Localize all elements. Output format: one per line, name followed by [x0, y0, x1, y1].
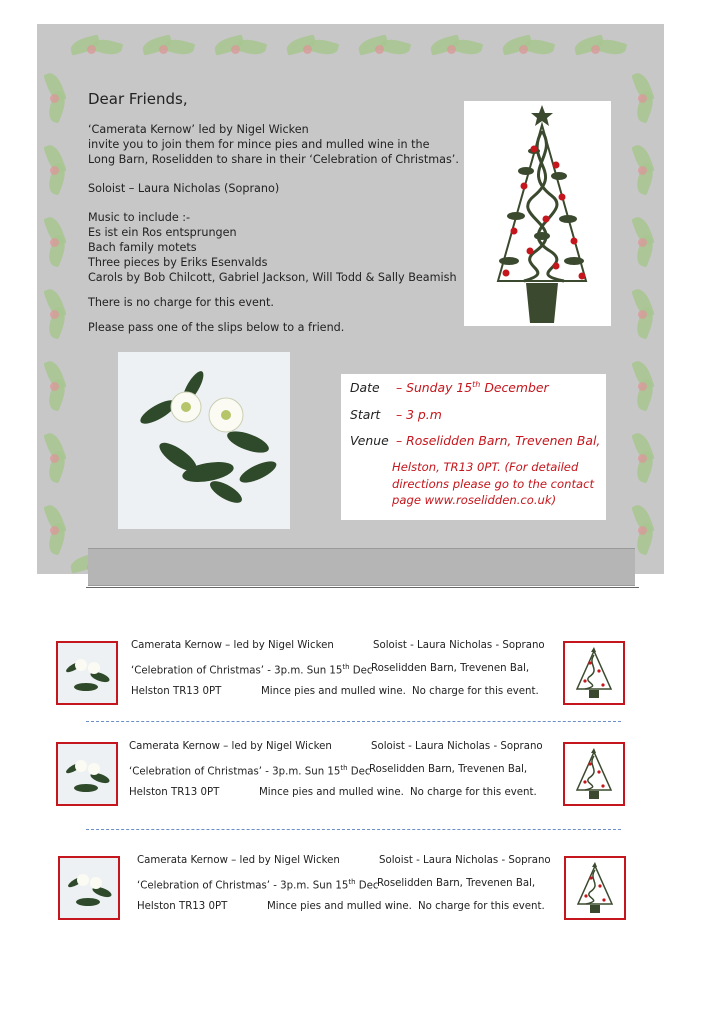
start-value: – 3 p.m: [395, 407, 442, 422]
slip-line-3: Helston TR13 0PT Mince pies and mulled wine. No charge for this event.: [131, 686, 539, 697]
holly-berry-icon: [50, 310, 59, 319]
hellebore-flower-icon: [58, 643, 116, 703]
divider-rule: [86, 587, 639, 588]
holly-berry-icon: [638, 94, 647, 103]
holly-berry-icon: [231, 45, 240, 54]
date-value: – Sunday 15th December: [395, 380, 549, 396]
holly-berry-icon: [50, 454, 59, 463]
music-item: Es ist ein Ros entsprungen: [88, 226, 237, 239]
start-label: Start: [350, 407, 381, 422]
venue-line-2: Helston, TR13 0PT. (For detailed: [392, 460, 579, 474]
music-item: Carols by Bob Chilcott, Gabriel Jackson, Will Todd & Sally Beamish: [88, 271, 457, 284]
slip-line-3: Helston TR13 0PT Mince pies and mulled wine. No charge for this event.: [137, 901, 545, 912]
music-heading: Music to include :-: [88, 211, 191, 224]
holly-berry-icon: [50, 166, 59, 175]
holly-berry-icon: [50, 94, 59, 103]
intro-line-2: invite you to join them for mince pies and mulled wine in the: [88, 138, 430, 151]
charge-note: There is no charge for this event.: [88, 296, 274, 309]
pass-on-note: Please pass one of the slips below to a friend.: [88, 321, 345, 334]
letter-body: [88, 92, 468, 335]
holly-berry-icon: [87, 45, 96, 54]
start-row: [350, 407, 442, 422]
intro-line-1: ‘Camerata Kernow’ led by Nigel Wicken: [88, 123, 309, 136]
slip-line-1: Camerata Kernow – led by Nigel Wicken Soloist - Laura Nicholas - Soprano: [131, 640, 545, 651]
holly-berry-icon: [519, 45, 528, 54]
holly-berry-icon: [447, 45, 456, 54]
date-label: Date: [350, 380, 380, 396]
hellebore-flower-icon: [60, 858, 118, 918]
holly-berry-icon: [303, 45, 312, 54]
holly-berry-icon: [638, 238, 647, 247]
slip-line-3: Helston TR13 0PT Mince pies and mulled wine. No charge for this event.: [129, 787, 537, 798]
cut-line: [86, 829, 621, 830]
holly-berry-icon: [50, 382, 59, 391]
holly-berry-icon: [591, 45, 600, 54]
venue-row: [350, 433, 600, 448]
soloist-line: Soloist – Laura Nicholas (Soprano): [88, 182, 280, 195]
intro-line-3: Long Barn, Roselidden to share in their ‘Celebration of Christmas’.: [88, 153, 459, 166]
slip-tree-thumbnail: [563, 742, 625, 806]
holly-berry-icon: [638, 526, 647, 535]
slip-line-1: Camerata Kernow – led by Nigel Wicken Soloist - Laura Nicholas - Soprano: [137, 855, 551, 866]
greeting: Dear Friends,: [88, 90, 188, 108]
slip-tree-thumbnail: [563, 641, 625, 705]
hellebore-flower-picture: [118, 352, 290, 529]
slip-line-1: Camerata Kernow – led by Nigel Wicken Soloist - Laura Nicholas - Soprano: [129, 741, 543, 752]
cut-line: [86, 721, 621, 722]
slip-tree-thumbnail: [564, 856, 626, 920]
slip-line-2: ‘Celebration of Christmas’ - 3p.m. Sun 15th Dec Roselidden Barn, Trevenen Bal,: [131, 663, 530, 677]
holly-berry-icon: [638, 454, 647, 463]
slip-flower-thumbnail: [58, 856, 120, 920]
holly-berry-icon: [159, 45, 168, 54]
slip-line-2: ‘Celebration of Christmas’ - 3p.m. Sun 15th Dec Roselidden Barn, Trevenen Bal,: [137, 878, 536, 892]
holly-berry-icon: [638, 310, 647, 319]
holly-berry-icon: [375, 45, 384, 54]
holly-berry-icon: [638, 382, 647, 391]
hellebore-flower-icon: [118, 352, 290, 529]
christmas-tree-picture: [464, 101, 611, 326]
christmas-tree-icon: [464, 101, 611, 326]
hellebore-flower-icon: [58, 744, 116, 804]
holly-berry-icon: [50, 238, 59, 247]
event-details-card: [341, 374, 606, 520]
music-item: Bach family motets: [88, 241, 197, 254]
venue-label: Venue: [350, 433, 389, 448]
slip-flower-thumbnail: [56, 742, 118, 806]
venue-line-4: page www.roselidden.co.uk): [392, 493, 557, 507]
date-row: [350, 380, 549, 395]
christmas-tree-icon: [565, 643, 623, 703]
slip-line-2: ‘Celebration of Christmas’ - 3p.m. Sun 15th Dec Roselidden Barn, Trevenen Bal,: [129, 764, 528, 778]
music-item: Three pieces by Eriks Esenvalds: [88, 256, 268, 269]
christmas-tree-icon: [566, 858, 624, 918]
venue-value: – Roselidden Barn, Trevenen Bal,: [395, 433, 601, 448]
christmas-tree-icon: [565, 744, 623, 804]
holly-berry-icon: [50, 526, 59, 535]
holly-berry-icon: [638, 166, 647, 175]
venue-line-3: directions please go to the contact: [392, 477, 595, 491]
footer-bar: [88, 548, 635, 586]
slip-flower-thumbnail: [56, 641, 118, 705]
